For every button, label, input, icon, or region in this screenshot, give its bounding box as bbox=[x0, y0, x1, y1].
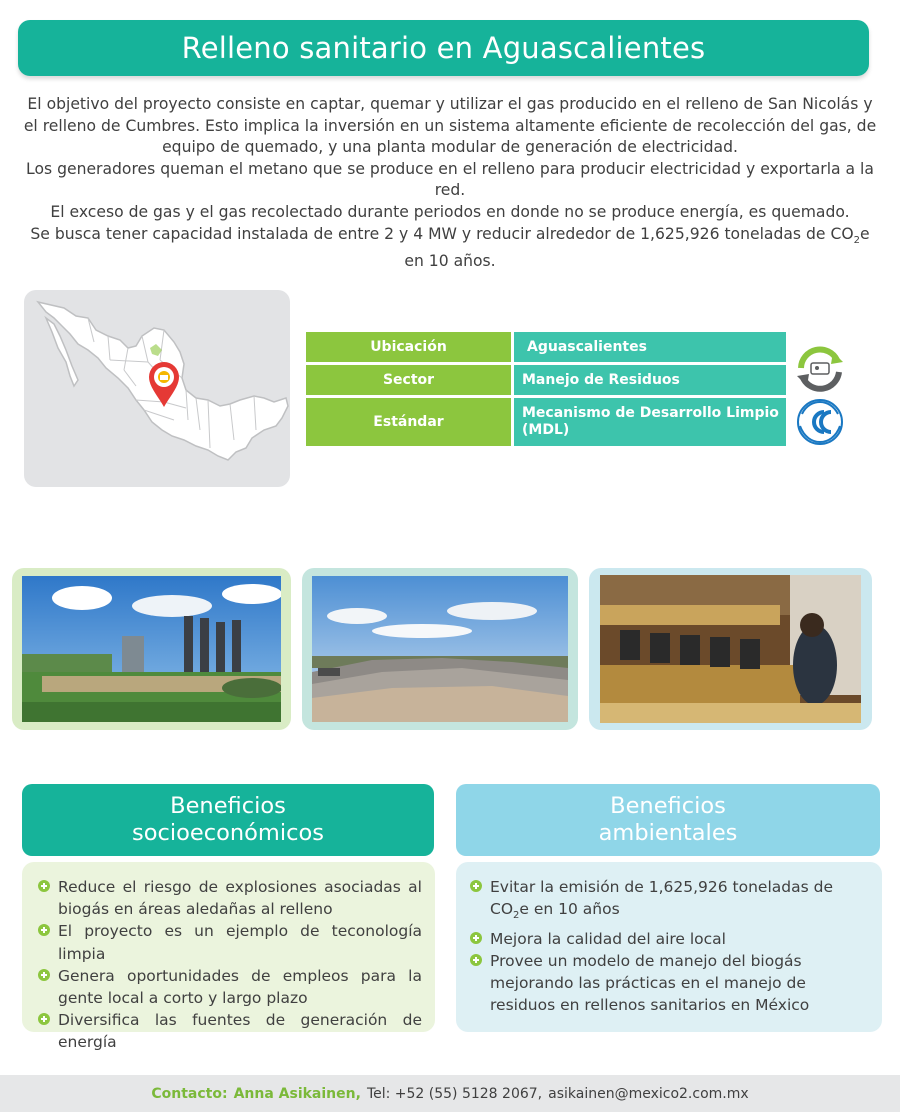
landfill-waste-photo bbox=[312, 576, 568, 722]
socioeconomic-benefits-heading: Beneficios socioeconómicos bbox=[22, 784, 434, 856]
info-label: Ubicación bbox=[306, 332, 511, 362]
plus-bullet-icon bbox=[38, 880, 50, 892]
list-item: Reduce el riesgo de explosiones asociadas al biogás en áreas aledañas al relleno bbox=[36, 876, 422, 920]
photo-frame-landfill bbox=[302, 568, 578, 730]
mexico-map bbox=[24, 290, 290, 487]
info-label: Estándar bbox=[306, 398, 511, 446]
list-item: Diversifica las fuentes de generación de energía bbox=[36, 1009, 422, 1053]
intro-text bbox=[20, 94, 880, 273]
plus-bullet-icon bbox=[470, 932, 482, 944]
waste-recycling-logo-icon bbox=[793, 344, 847, 394]
environmental-benefits-box bbox=[456, 862, 882, 1032]
plus-bullet-icon bbox=[38, 924, 50, 936]
plus-bullet-icon bbox=[38, 969, 50, 981]
landfill-plant-photo bbox=[22, 576, 281, 722]
info-row-sector bbox=[306, 365, 786, 395]
title-banner bbox=[18, 20, 869, 76]
plus-bullet-icon bbox=[38, 1013, 50, 1025]
socioeconomic-benefits-box bbox=[22, 862, 435, 1052]
info-row-standard bbox=[306, 398, 786, 446]
contact-email[interactable]: asikainen@mexico2.com.mx bbox=[548, 1085, 749, 1102]
contact-phone: Tel: +52 (55) 5128 2067, bbox=[366, 1085, 543, 1102]
photo-frame-plant bbox=[12, 568, 291, 730]
intro-paragraph-1: El objetivo del proyecto consiste en captar, quemar y utilizar el gas producido en el relleno de San Nicolás y el relleno de Cumbres. Esto implica la inversión en un sistema altamente eficiente de recolección del gas, de equipo de quemado, y una planta modular de generación de electricidad. bbox=[23, 95, 877, 157]
location-marker-icon bbox=[147, 360, 181, 408]
project-info-table bbox=[306, 332, 786, 449]
intro-paragraph-2: Los generadores queman el metano que se produce en el relleno para producir electricidad y exportarla a la red. bbox=[26, 159, 874, 200]
list-item: Evitar la emisión de 1,625,926 toneladas de $CO_2e$ en 10 años bbox=[468, 876, 872, 928]
unfccc-logo-icon bbox=[793, 397, 847, 447]
info-value: Aguascalientes bbox=[514, 332, 786, 362]
info-label: Sector bbox=[306, 365, 511, 395]
info-value: Mecanismo de Desarrollo Limpio (MDL) bbox=[514, 398, 786, 446]
plus-bullet-icon bbox=[470, 880, 482, 892]
environmental-benefits-heading: Beneficios ambientales bbox=[456, 784, 880, 856]
contact-footer bbox=[0, 1075, 900, 1112]
list-item: El proyecto es un ejemplo de teconología limpia bbox=[36, 920, 422, 964]
list-item: Provee un modelo de manejo del biogás mejorando las prácticas en el manejo de residuos en rellenos sanitarios en México bbox=[468, 950, 872, 1017]
socioeconomic-benefits-list bbox=[36, 876, 422, 1054]
environmental-benefits-list bbox=[468, 876, 872, 1016]
generator-engines-photo bbox=[600, 575, 861, 723]
intro-paragraph-4: Se busca tener capacidad instalada de entre 2 y 4 MW y reducir alrededor de 1,625,926 toneladas de $CO_2e$ en 10 años. bbox=[30, 224, 870, 271]
photo-frame-engines bbox=[589, 568, 872, 730]
contact-name: Anna Asikainen, bbox=[233, 1085, 361, 1102]
list-item: Genera oportunidades de empleos para la gente local a corto y largo plazo bbox=[36, 965, 422, 1009]
info-value: Manejo de Residuos bbox=[514, 365, 786, 395]
info-row-location bbox=[306, 332, 786, 362]
contact-label: Contacto: bbox=[151, 1085, 228, 1102]
page-title: Relleno sanitario en Aguascalientes bbox=[181, 31, 706, 65]
list-item: Mejora la calidad del aire local bbox=[468, 928, 872, 950]
plus-bullet-icon bbox=[470, 954, 482, 966]
intro-paragraph-3: El exceso de gas y el gas recolectado durante periodos en donde no se produce energía, es quemado. bbox=[50, 202, 850, 221]
